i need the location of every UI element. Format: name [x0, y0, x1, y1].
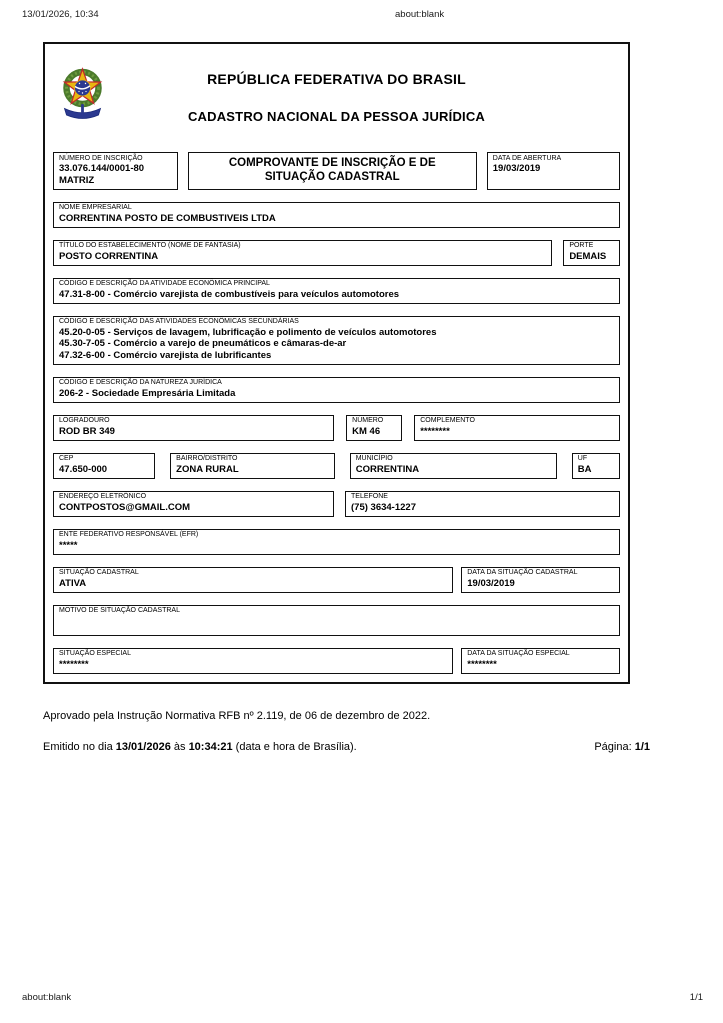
field-natureza-juridica: [53, 377, 620, 403]
field-efr: [53, 529, 620, 555]
row-cep-bairro-municipio: [53, 453, 620, 479]
field-label: TELEFONE: [351, 493, 388, 500]
field-label: ENTE FEDERATIVO RESPONSÁVEL (EFR): [59, 531, 199, 538]
field-value: DEMAIS: [569, 250, 607, 262]
field-label: DATA DA SITUAÇÃO ESPECIAL: [467, 650, 570, 657]
emission-row: [43, 741, 650, 754]
field-numero-inscricao: [53, 152, 178, 190]
row-contato: [53, 491, 620, 517]
field-value-line2: 45.30-7-05 - Comércio a varejo de pneumáticos e câmaras-de-ar: [59, 338, 347, 349]
field-cep: [53, 453, 155, 479]
field-value-tipo: MATRIZ: [59, 174, 95, 186]
field-motivo-situacao: [53, 605, 620, 636]
field-value: POSTO CORRENTINA: [59, 250, 159, 262]
field-label: DATA DE ABERTURA: [492, 154, 562, 162]
field-label: BAIRRO/DISTRITO: [176, 455, 238, 462]
field-value: 33.076.144/0001-80: [59, 163, 145, 174]
print-footer-page: 1/1: [689, 992, 703, 1003]
certificate-header: [53, 52, 620, 140]
emission-time: 10:34:21: [188, 740, 233, 753]
field-value: BA: [577, 463, 592, 475]
row-situacao-cadastral: [53, 567, 620, 593]
row-fantasia-porte: [53, 240, 620, 266]
field-value: ********: [59, 658, 89, 670]
field-atividades-secundarias: [53, 316, 620, 365]
field-label: NOME EMPRESARIAL: [59, 204, 132, 211]
field-value-line3: 47.32-6-00 - Comércio varejista de lubrificantes: [59, 349, 272, 361]
comprovante-title-box: [188, 152, 477, 190]
field-value: CORRENTINA POSTO DE COMBUSTIVEIS LTDA: [59, 212, 276, 224]
field-bairro: [170, 453, 334, 479]
field-value: ********: [420, 425, 450, 437]
field-label: UF: [577, 455, 588, 462]
field-value: 47.31-8-00 - Comércio varejista de combustíveis para veículos automotores: [59, 288, 400, 300]
print-header-title: about:blank: [395, 9, 445, 20]
field-municipio: [350, 453, 557, 479]
field-value: KM 46: [352, 425, 381, 437]
field-logradouro: [53, 415, 334, 441]
field-label: CÓDIGO E DESCRIÇÃO DA NATUREZA JURÍDICA: [59, 379, 222, 386]
field-label: SITUAÇÃO CADASTRAL: [59, 569, 139, 576]
emission-suffix: (data e hora de Brasília).: [232, 740, 357, 753]
row-atividade-principal: [53, 278, 620, 304]
field-atividade-principal: [53, 278, 620, 304]
row-efr: [53, 529, 620, 555]
row-natureza-juridica: [53, 377, 620, 403]
field-value: ********: [467, 658, 497, 670]
field-label: DATA DA SITUAÇÃO CADASTRAL: [467, 569, 578, 576]
field-label: CEP: [59, 455, 74, 462]
row-motivo-situacao: [53, 605, 620, 636]
field-value: 19/03/2019: [492, 163, 541, 174]
field-value: 19/03/2019: [467, 577, 515, 589]
field-label: MUNICÍPIO: [355, 455, 393, 462]
field-label: LOGRADOURO: [59, 417, 110, 424]
field-numero: [346, 415, 402, 441]
field-data-situacao-especial: [461, 648, 620, 674]
page-value: 1/1: [634, 740, 650, 753]
field-telefone: [345, 491, 620, 517]
field-value: *****: [59, 539, 78, 551]
field-complemento: [414, 415, 620, 441]
field-value-line1: 45.20-0-05 - Serviços de lavagem, lubrificação e polimento de veículos automotores: [59, 326, 437, 338]
field-value: ROD BR 349: [59, 425, 115, 437]
emission-date: 13/01/2026: [115, 740, 171, 753]
row-endereco: [53, 415, 620, 441]
field-value: CORRENTINA: [355, 463, 420, 475]
brazil-coat-of-arms-icon: [60, 64, 105, 122]
field-situacao-especial: [53, 648, 453, 674]
row-inscricao: [53, 152, 620, 190]
approval-note: Aprovado pela Instrução Normativa RFB nº 2.119, de 06 de dezembro de 2022.: [43, 709, 431, 722]
field-value: (75) 3634-1227: [351, 501, 416, 513]
row-nome-empresarial: [53, 202, 620, 228]
field-nome-fantasia: [53, 240, 552, 266]
field-porte: [563, 240, 620, 266]
field-value: 206-2 - Sociedade Empresária Limitada: [59, 387, 236, 399]
doc-title-republica: REPÚBLICA FEDERATIVA DO BRASIL: [207, 71, 466, 87]
comprovante-title: COMPROVANTE DE INSCRIÇÃO E DE SITUAÇÃO CADASTRAL: [228, 157, 436, 184]
field-uf: [572, 453, 620, 479]
field-value: CONTPOSTOS@GMAIL.COM: [59, 501, 191, 513]
print-footer-url: about:blank: [22, 992, 72, 1003]
page-indicator: [594, 741, 650, 754]
field-value: ZONA RURAL: [176, 463, 239, 475]
field-label: PORTE: [569, 242, 594, 249]
emission-note: [43, 741, 357, 754]
field-label: COMPLEMENTO: [420, 417, 475, 424]
field-label: ENDEREÇO ELETRÔNICO: [59, 493, 147, 500]
field-value: 47.650-000: [59, 463, 108, 475]
field-value: ATIVA: [59, 577, 87, 589]
emission-prefix: Emitido no dia: [43, 740, 116, 753]
field-label: CÓDIGO E DESCRIÇÃO DAS ATIVIDADES ECONÔMICAS SECUNDÁRIAS: [59, 318, 299, 325]
emission-middle: às: [170, 740, 189, 753]
field-label: SITUAÇÃO ESPECIAL: [59, 650, 131, 657]
field-label: CÓDIGO E DESCRIÇÃO DA ATIVIDADE ECONÔMICA PRINCIPAL: [59, 280, 270, 287]
field-data-situacao-cadastral: [461, 567, 620, 593]
cnpj-certificate: [43, 42, 630, 684]
row-situacao-especial: [53, 648, 620, 674]
print-header-datetime: 13/01/2026, 10:34: [22, 9, 99, 20]
field-label: NÚMERO: [352, 417, 384, 424]
field-data-abertura: [487, 152, 620, 190]
field-situacao-cadastral: [53, 567, 453, 593]
field-endereco-eletronico: [53, 491, 334, 517]
doc-title-cadastro: CADASTRO NACIONAL DA PESSOA JURÍDICA: [187, 109, 486, 124]
field-label: MOTIVO DE SITUAÇÃO CADASTRAL: [59, 607, 180, 614]
field-nome-empresarial: [53, 202, 620, 228]
page-label: Página:: [594, 740, 635, 753]
field-label: NÚMERO DE INSCRIÇÃO: [59, 154, 143, 162]
row-atividades-secundarias: [53, 316, 620, 365]
field-label: TÍTULO DO ESTABELECIMENTO (NOME DE FANTASIA): [59, 242, 241, 249]
